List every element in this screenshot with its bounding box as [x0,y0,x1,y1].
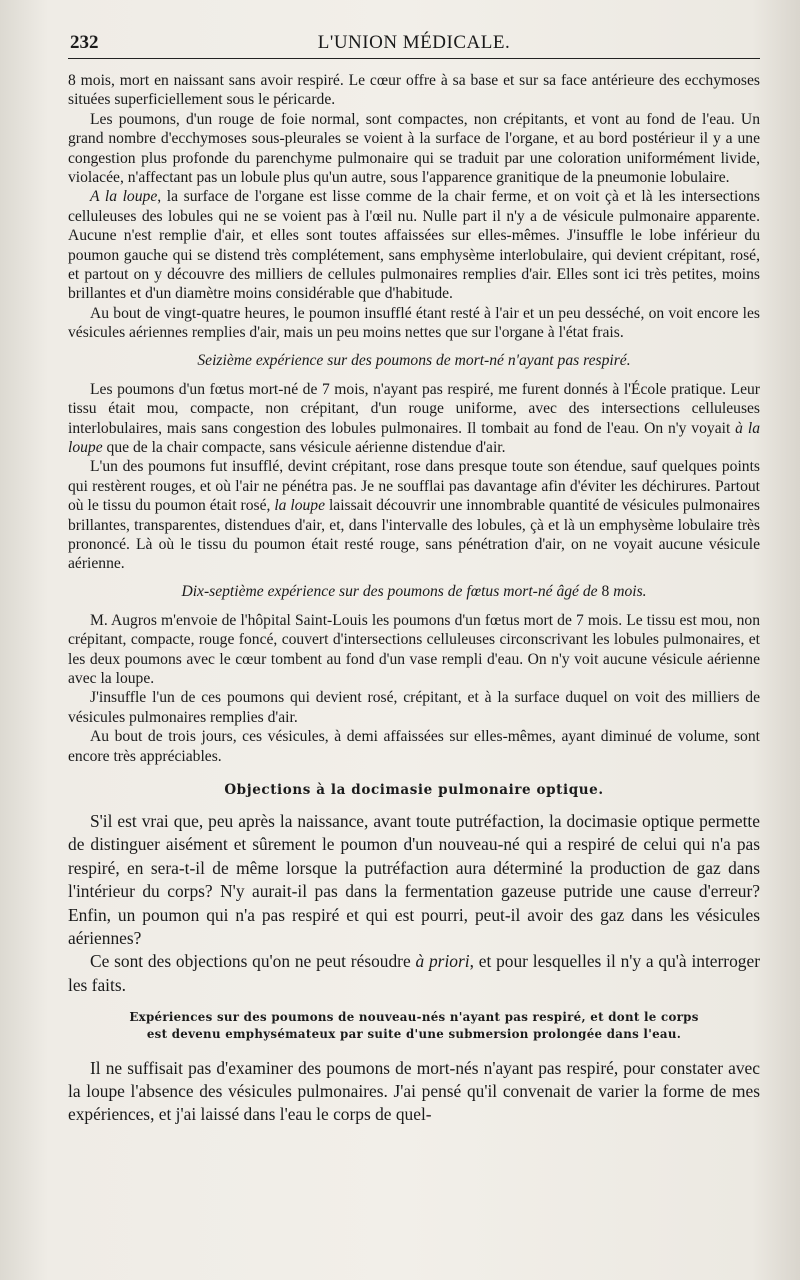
paragraph: Il ne suffisait pas d'examiner des poumons de mort-nés n'ayant pas respiré, pour constater avec la loupe l'absence des vésicules pulmonaires. J'ai pensé qu'il convenait de varier la forme de mes expériences, et j'ai laissé dans l'eau le corps de quel- [68,1058,760,1125]
paragraph [68,457,760,573]
paragraph: S'il est vrai que, peu après la naissance, avant toute putréfaction, la docimasie optique permette de distinguer aisément et sûrement le poumon d'un nouveau-né qui a respiré de celui qui n'a pas respiré, en sera-t-il de même lorsque la putréfaction aura déterminé la production de gaz dans l'intérieur du corps? N'y aurait-il pas dans la fermentation gazeuse putride une cause d'erreur? Enfin, un poumon qui n'a pas respiré et qui est pourri, peut-il avoir des gaz dans les vésicules aériennes? [68,811,760,949]
title-number: 8 [601,582,610,600]
experiences-section-title [68,1009,760,1043]
paragraph [68,950,760,997]
objections-body [68,810,760,997]
paragraph-text: laissait découvrir une innombrable quantité de vésicules pulmonaires brillantes, transparentes, distendues d'air, et, dans l'intervalle des lobules, çà et là un emphysème lobulaire très prononcé. Là où le tissu du poumon était resté rouge, sans pénétration d'air, on ne voyait aucune vésicule aérienne. [68,497,760,573]
page-number: 232 [70,32,99,53]
paragraph-text: Les poumons d'un fœtus mort-né de 7 mois, n'ayant pas respiré, me furent donnés à l'École pratique. Leur tissu était mou, compacte, non crépitant, d'un rouge uniforme, avec des intersections celluleuses interlobulaires, mais sans congestion des lobules pulmonaires. Il tombait au fond de l'eau. On n'y voyait [68,380,760,437]
paragraph: Au bout de trois jours, ces vésicules, à demi affaissées sur elles-mêmes, ayant diminué de volume, sont encore très appréciables. [68,728,760,765]
objections-section-title: Objections à la docimasie pulmonaire optique. [224,782,604,798]
experiences-body [68,1057,760,1126]
paragraph-text: que de la chair compacte, sans vésicule aérienne distendue d'air. [102,438,506,456]
paragraph: J'insuffle l'un de ces poumons qui devient rosé, crépitant, et à la surface duquel on voit des milliers de vésicules pulmonaires remplies d'air. [68,689,760,726]
title-text: Dix-septième expérience sur des poumons de fœtus mort-né âgé de [181,582,602,600]
experiment-16-title: Seizième expérience sur des poumons de mort-né n'ayant pas respiré. [197,351,631,369]
title-line: Expériences sur des poumons de nouveau-nés n'ayant pas respiré, et dont le corps [129,1010,699,1025]
paragraph: M. Augros m'envoie de l'hôpital Saint-Louis les poumons d'un fœtus mort de 7 mois. Le tissu est mou, non crépitant, compacte, rouge foncé, couvert d'intersections celluleuses circonscrivant les lobules pulmonaires, et les deux poumons avec le cœur tombent au fond d'un vase rempli d'eau. On n'y voit aucune vésicule aérienne avec la loupe. [68,611,760,687]
paragraph: 8 mois, mort en naissant sans avoir respiré. Le cœur offre à sa base et sur sa face antérieure des ecchymoses situées superficiellement sous le péricarde. [68,72,760,109]
paragraph-text: , la surface de l'organe est lisse comme de la chair ferme, et on voit çà et là les intersections celluleuses des lobules qui ne se voient pas à l'œil nu. Nulle part il n'y a de vésicule pulmonaire apparente. Aucune n'est remplie d'air, et elles sont toutes affaissées sur elles-mêmes. J'insuffle le lobe inférieur du poumon gauche qui se distend très complétement, sans emphysème interlobulaire, qui devient crépitant, rosé, et partout on y découvre des milliers de cellules pulmonaires remplies d'air. Elles sont ici très petites, moins brillantes et d'un diamètre moins considérable que d'habitude. [68,188,760,303]
paragraph: Au bout de vingt-quatre heures, le poumon insufflé étant resté à l'air et un peu desséché, on voit encore les vésicules aériennes remplies d'air, mais un peu moins nettes que sur l'organe à l'état frais. [68,304,760,342]
paragraph-text: , et pour lesquelles il n'y a qu'à interroger les faits. [68,951,761,995]
italic-text: à priori [415,951,470,972]
experiment-17-title [68,582,760,602]
paragraph: Les poumons, d'un rouge de foie normal, sont compactes, non crépitants, et vont au fond de l'eau. Un grand nombre d'ecchymoses sous-pleurales se voient à la surface de l'organe, et au bord postérieur il y a une congestion plus profonde du parenchyme pulmonaire qui se traduit par une coloration uniformément livide, violacée, n'affectant pas un lobule plus qu'un autre, sous l'apparence granitique de la pneumonie lobulaire. [68,110,760,187]
italic-text: à la loupe [68,419,760,456]
page-header [68,28,760,59]
page-body [68,59,760,1126]
paragraph-text: Ce sont des objections qu'on ne peut résoudre [90,951,416,972]
paragraph [68,187,760,303]
paragraph-text: L'un des poumons fut insufflé, devint crépitant, rose dans presque toute son étendue, sauf quelques points qui restèrent rouges, et où l'air ne pénétra pas. Je ne soufflai pas davantage afin d'éviter les déchirures. Partout où le tissu du poumon était rosé, [68,458,760,515]
italic-text: A la loupe [90,188,158,206]
running-title: L'UNION MÉDICALE. [317,32,511,53]
title-text: mois. [609,582,647,600]
paragraph [68,380,760,458]
italic-text: la loupe [274,497,326,515]
title-line: est devenu emphysémateux par suite d'une submersion prolongée dans l'eau. [146,1027,682,1042]
